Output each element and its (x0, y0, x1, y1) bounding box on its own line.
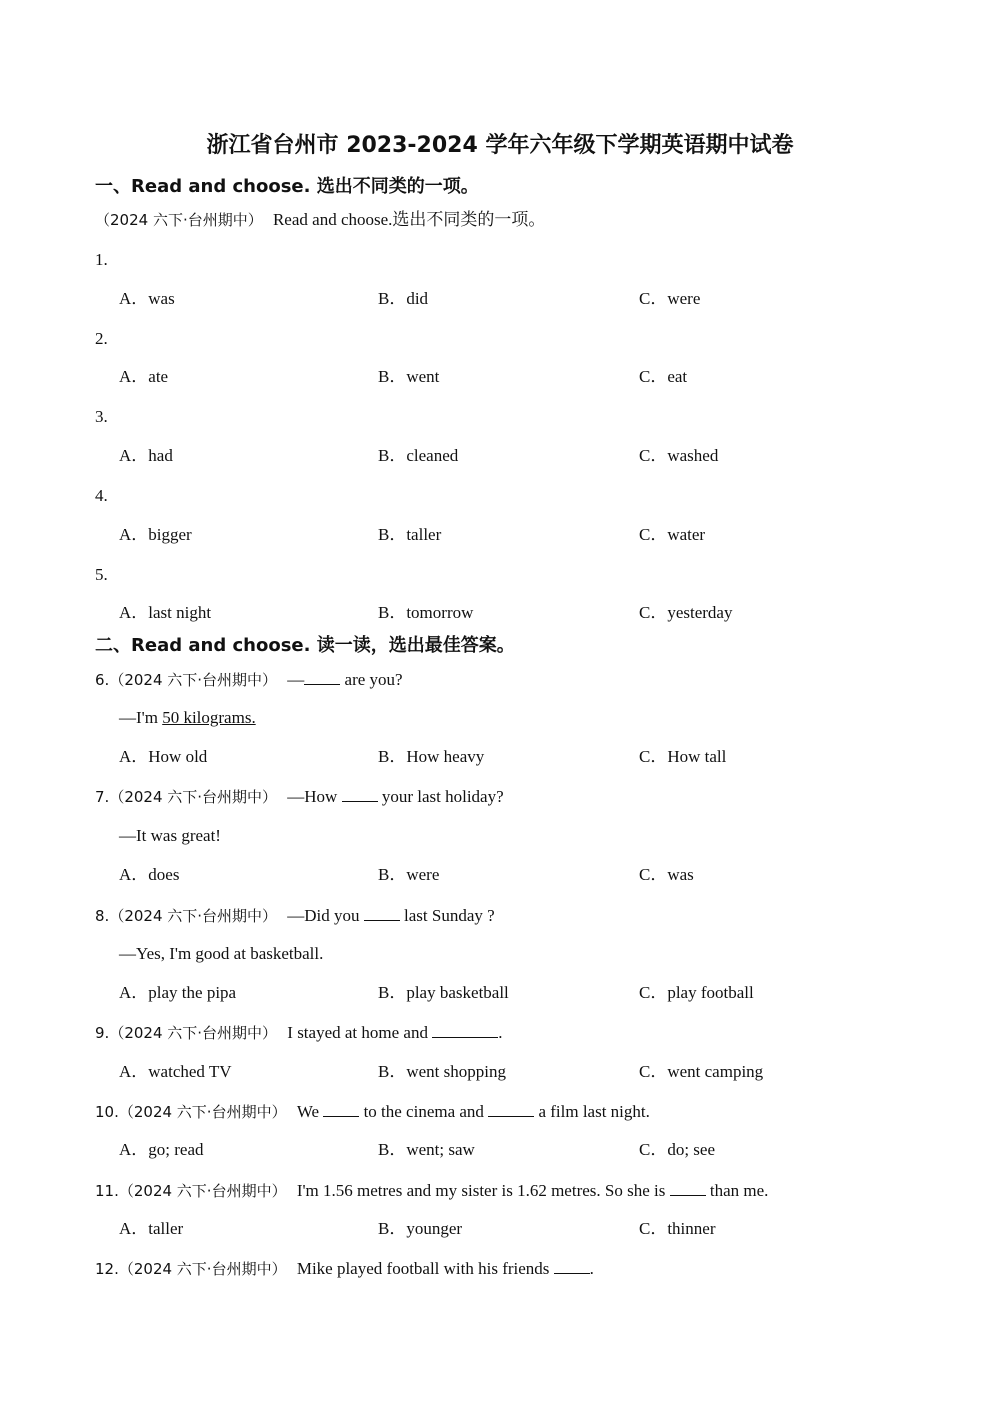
option-b: B．went; saw (378, 1140, 475, 1159)
question-10-stem (95, 1101, 650, 1122)
question-text: last Sunday ? (399, 906, 495, 925)
question-6-response (119, 708, 256, 728)
question-text: We (296, 1102, 324, 1121)
option-b: B．were (378, 865, 440, 884)
option-c: C．washed (639, 446, 719, 465)
question-number: 7. (95, 788, 110, 806)
question-text: I stayed at home and (287, 1023, 433, 1042)
option-b: B．went shopping (378, 1062, 506, 1081)
question-source: （2024 六下·台州期中） (118, 1260, 287, 1278)
option-a: A．go; read (119, 1140, 204, 1159)
question-source: （2024 六下·台州期中） (118, 1103, 287, 1121)
option-a: A．had (119, 446, 173, 465)
question-text: Mike played football with his friends (296, 1259, 554, 1278)
question-number: 11. (95, 1182, 119, 1200)
option-c: C．went camping (639, 1062, 764, 1081)
section-1-heading: 一、Read and choose. 选出不同类的一项。 (95, 176, 479, 197)
question-text: —How (287, 787, 342, 806)
question-number: 12. (95, 1260, 119, 1278)
answer-blank (554, 1258, 590, 1274)
question-source: （2024 六下·台州期中） (109, 907, 278, 925)
question-number: 2. (95, 329, 108, 348)
question-8-stem (95, 905, 495, 926)
question-number: 1. (95, 250, 108, 269)
question-source: （2024 六下·台州期中） (95, 211, 263, 229)
question-text: I'm 1.56 metres and my sister is 1.62 metres. So she is (296, 1181, 670, 1200)
section-1-instruction-line (95, 210, 545, 230)
question-source: （2024 六下·台州期中） (109, 1024, 278, 1042)
underlined-text: 50 kilograms. (162, 708, 256, 727)
response-text: —I'm (119, 708, 163, 727)
question-text: to the cinema and (359, 1102, 489, 1121)
question-source: （2024 六下·台州期中） (109, 671, 278, 689)
answer-blank (304, 669, 340, 685)
question-number: 8. (95, 907, 110, 925)
answer-blank (364, 905, 400, 921)
option-a: A．watched TV (119, 1062, 232, 1081)
answer-blank (432, 1022, 498, 1038)
option-a: A．How old (119, 747, 208, 766)
question-6-stem (95, 669, 403, 690)
question-source: （2024 六下·台州期中） (118, 1182, 287, 1200)
option-c: C．How tall (639, 747, 727, 766)
question-7-stem (95, 786, 504, 807)
option-c: C．play football (639, 983, 754, 1002)
question-text: than me. (705, 1181, 769, 1200)
option-a: A．last night (119, 603, 212, 622)
answer-blank (342, 786, 378, 802)
response-text: —It was great! (119, 826, 221, 845)
question-number: 5. (95, 565, 108, 584)
answer-blank (670, 1180, 706, 1196)
answer-blank (323, 1101, 359, 1117)
option-b: B．tomorrow (378, 603, 474, 622)
option-a: A．does (119, 865, 180, 884)
question-source: （2024 六下·台州期中） (109, 788, 278, 806)
question-text: your last holiday? (377, 787, 504, 806)
answer-blank (488, 1101, 534, 1117)
response-text: —Yes, I'm good at basketball. (119, 944, 324, 963)
option-c: C．yesterday (639, 603, 733, 622)
option-b: B．did (378, 289, 429, 308)
option-c: C．was (639, 865, 694, 884)
question-text: . (589, 1259, 594, 1278)
option-b: B．went (378, 367, 440, 386)
question-12-stem (95, 1258, 594, 1279)
question-11-stem (95, 1180, 768, 1201)
question-number: 9. (95, 1024, 110, 1042)
option-a: A．was (119, 289, 175, 308)
option-b: B．play basketball (378, 983, 509, 1002)
question-number: 3. (95, 407, 108, 426)
question-number: 4. (95, 486, 108, 505)
question-text: . (498, 1023, 503, 1042)
option-a: A．ate (119, 367, 169, 386)
question-text: are you? (340, 670, 403, 689)
option-a: A．play the pipa (119, 983, 237, 1002)
option-c: C．were (639, 289, 701, 308)
question-number: 10. (95, 1103, 119, 1121)
option-a: A．bigger (119, 525, 192, 544)
option-a: A．taller (119, 1219, 184, 1238)
option-b: B．younger (378, 1219, 463, 1238)
page-title: 浙江省台州市 2023-2024 学年六年级下学期英语期中试卷 (206, 133, 794, 158)
option-c: C．do; see (639, 1140, 716, 1159)
question-text: —Did you (287, 906, 364, 925)
option-b: B．How heavy (378, 747, 485, 766)
question-9-stem (95, 1022, 502, 1043)
option-b: B．taller (378, 525, 442, 544)
section-1-instruction: Read and choose.选出不同类的一项。 (272, 210, 546, 229)
option-c: C．eat (639, 367, 688, 386)
option-c: C．thinner (639, 1219, 716, 1238)
option-b: B．cleaned (378, 446, 459, 465)
section-2-heading: 二、Read and choose. 读一读，选出最佳答案。 (95, 635, 515, 656)
option-c: C．water (639, 525, 706, 544)
question-text: — (287, 670, 305, 689)
question-number: 6. (95, 671, 110, 689)
question-text: a film last night. (534, 1102, 650, 1121)
